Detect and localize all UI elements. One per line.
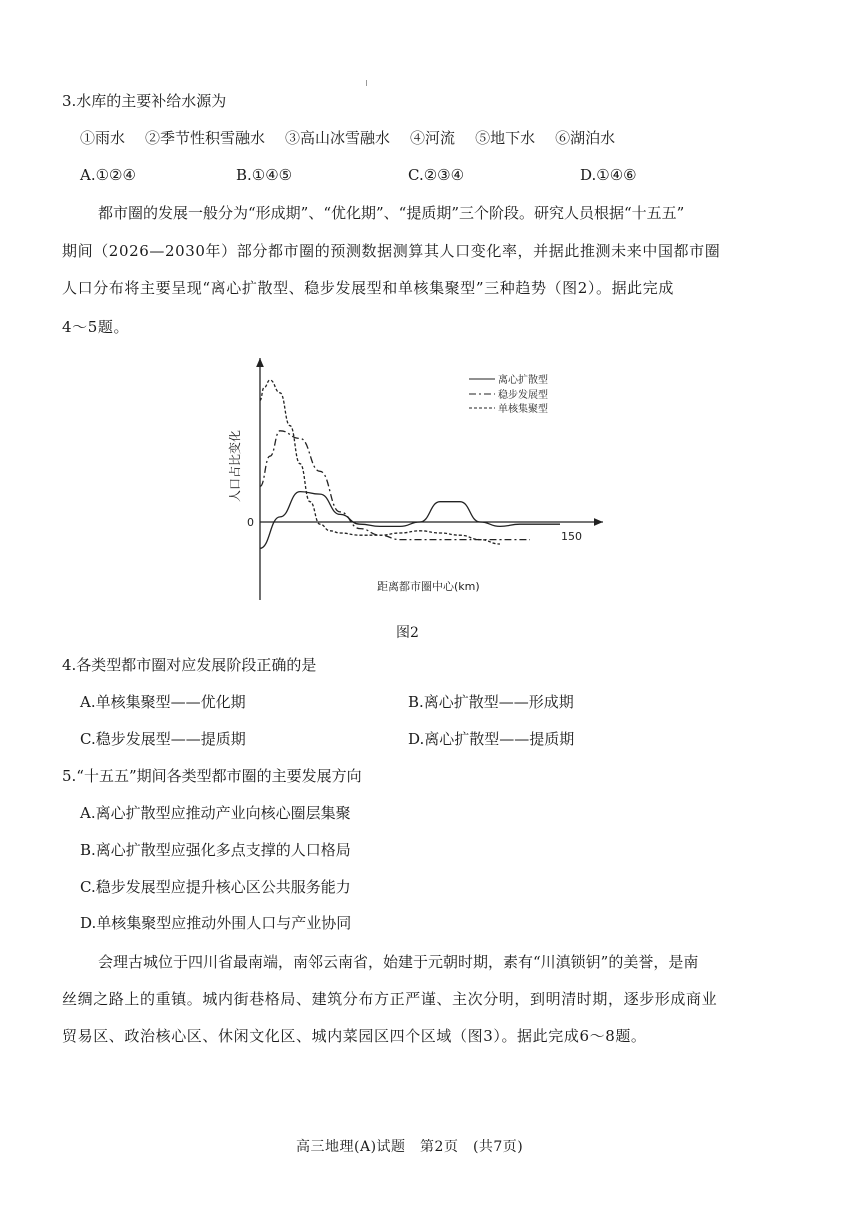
series-line-2 <box>260 431 530 540</box>
q5-option-a: A.离心扩散型应推动产业向核心圈层集聚 <box>80 804 351 822</box>
q3-source-2: ②季节性积雪融水 <box>145 129 266 147</box>
q5-stem: 5.“十五五”期间各类型都市圈的主要发展方向 <box>62 767 362 785</box>
scan-mark <box>366 80 367 86</box>
x-tick-label-150: 150 <box>561 530 582 543</box>
q3-option-b: B.①④⑤ <box>236 166 293 184</box>
passage1-line1: 都市圈的发展一般分为“形成期”、“优化期”、“提质期”三个阶段。研究人员根据“十五五” <box>98 204 685 222</box>
x-axis-label: 距离都市圈中心(km) <box>377 580 480 593</box>
passage1-line3: 人口分布将主要呈现“离心扩散型、稳步发展型和单核集聚型”三种趋势（图2）。据此完成 <box>62 279 674 297</box>
legend-label-3: 单核集聚型 <box>498 404 548 415</box>
chart-legend <box>469 373 548 415</box>
q5-option-d: D.单核集聚型应推动外围人口与产业协同 <box>80 914 352 932</box>
q4-option-c: C.稳步发展型——提质期 <box>80 730 246 748</box>
q3-source-5: ⑤地下水 <box>475 129 536 147</box>
population-change-chart <box>225 350 615 610</box>
figure-caption: 图2 <box>396 625 419 641</box>
q5-option-b: B.离心扩散型应强化多点支撑的人口格局 <box>80 841 351 859</box>
q3-stem: 3.水库的主要补给水源为 <box>62 92 227 110</box>
y-zero-label: 0 <box>247 516 254 529</box>
q3-option-a: A.①②④ <box>80 166 136 184</box>
q4-stem: 4.各类型都市圈对应发展阶段正确的是 <box>62 656 317 674</box>
passage2-line2: 丝绸之路上的重镇。城内街巷格局、建筑分布方正严谨、主次分明，到明清时期，逐步形成商业 <box>62 990 718 1008</box>
q3-source-6: ⑥湖泊水 <box>555 129 616 147</box>
passage1-line4: 4～5题。 <box>62 318 130 336</box>
passage2-line1: 会理古城位于四川省最南端，南邻云南省，始建于元朝时期，素有“川滇锁钥”的美誉，是南 <box>98 953 699 971</box>
q5-option-c: C.稳步发展型应提升核心区公共服务能力 <box>80 878 351 896</box>
q3-source-1: ①雨水 <box>80 129 126 147</box>
y-axis-label: 人口占比变化 <box>228 429 242 502</box>
legend-label-1: 离心扩散型 <box>498 375 548 386</box>
page-footer: 高三地理(A)试题 第2页 (共7页) <box>296 1139 524 1155</box>
passage1-line2: 期间（2026—2030年）部分都市圈的预测数据测算其人口变化率，并据此推测未来中国都市圈 <box>62 242 721 260</box>
chart-canvas <box>225 350 615 610</box>
q4-option-d: D.离心扩散型——提质期 <box>408 730 575 748</box>
series-line-3 <box>260 380 500 544</box>
legend-label-2: 稳步发展型 <box>498 390 548 401</box>
q3-sources <box>80 127 635 149</box>
q4-option-a: A.单核集聚型——优化期 <box>80 693 246 711</box>
q4-option-b: B.离心扩散型——形成期 <box>408 693 574 711</box>
q3-option-d: D.①④⑥ <box>580 166 637 184</box>
passage2-line3: 贸易区、政治核心区、休闲文化区、城内菜园区四个区域（图3）。据此完成6～8题。 <box>62 1027 647 1045</box>
q3-source-4: ④河流 <box>410 129 456 147</box>
q3-source-3: ③高山冰雪融水 <box>285 129 391 147</box>
q3-option-c: C.②③④ <box>408 166 465 184</box>
